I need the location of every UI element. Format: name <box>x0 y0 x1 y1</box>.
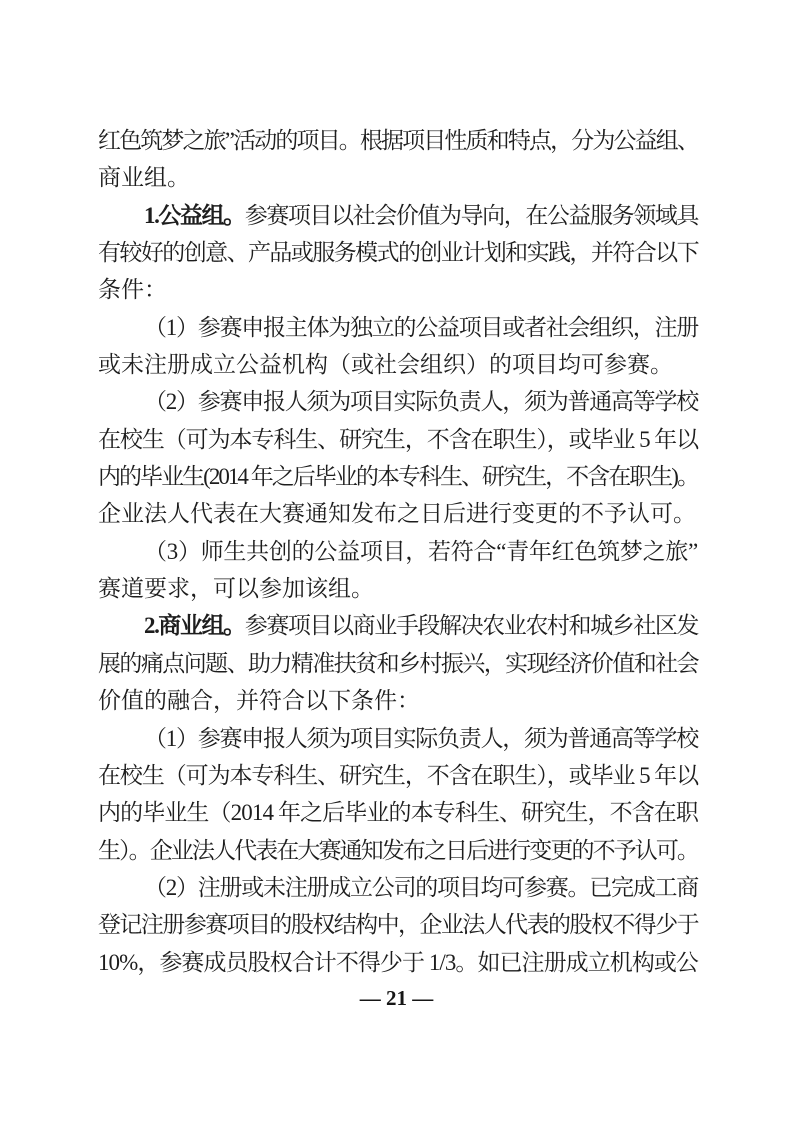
text-run: （1）参赛申报人须为项目实际负责人，须为普通高等学校 <box>144 725 698 751</box>
text-run: 商业组。 <box>98 165 190 191</box>
text-line-content <box>98 757 698 794</box>
text-line <box>98 794 698 831</box>
text-line <box>98 271 698 308</box>
text-line <box>98 607 698 644</box>
text-line <box>98 495 698 532</box>
text-run: 展的痛点问题、助力精准扶贫和乡村振兴，实现经济价值和社会 <box>98 650 699 676</box>
text-run: 在校生（可为本专科生、研究生，不含在职生），或毕业 5 年以 <box>98 426 699 452</box>
text-line-content <box>98 346 673 383</box>
text-line <box>98 757 698 794</box>
text-line-content <box>98 794 698 831</box>
text-line-content <box>98 832 698 869</box>
text-run: （3）师生共创的公益项目，若符合“青年红色筑梦之旅” <box>144 538 698 564</box>
text-line-content <box>98 570 374 607</box>
text-line-content <box>98 458 698 495</box>
text-line-content <box>98 645 698 682</box>
text-line <box>98 832 698 869</box>
text-run: 在校生（可为本专科生、研究生，不含在职生），或毕业 5 年以 <box>98 762 699 788</box>
text-line-content <box>144 720 698 757</box>
text-line <box>98 197 698 234</box>
text-run: 内的毕业生（2014 年之后毕业的本专科生、研究生，不含在职 <box>98 800 699 826</box>
text-run: 有较好的创意、产品或服务模式的创业计划和实践，并符合以下 <box>98 240 699 266</box>
text-line <box>98 570 698 607</box>
text-line-content <box>98 906 698 943</box>
text-run: （2）注册或未注册成立公司的项目均可参赛。已完成工商 <box>144 874 698 900</box>
text-line <box>98 159 698 196</box>
text-line <box>98 458 698 495</box>
text-run: （2）参赛申报人须为项目实际负责人，须为普通高等学校 <box>144 389 698 415</box>
text-run: 或未注册成立公益机构（或社会组织）的项目均可参赛。 <box>98 352 673 378</box>
text-line-content <box>144 869 698 906</box>
text-run: 条件： <box>98 277 167 303</box>
text-line <box>98 682 698 719</box>
text-line <box>98 122 698 159</box>
text-run: 红色筑梦之旅”活动的项目。根据项目性质和特点，分为公益组、 <box>98 128 698 153</box>
page-number: — 21 — <box>359 986 434 1010</box>
text-line-content <box>98 234 698 271</box>
text-run: 内的毕业生(2014 年之后毕业的本专科生、研究生，不含在职生)。 <box>98 464 698 490</box>
text-line-content <box>98 421 698 458</box>
text-run: 价值的融合，并符合以下条件： <box>98 688 420 714</box>
text-run: 企业法人代表在大赛通知发布之日后进行变更的不予认可。 <box>98 501 696 527</box>
text-line <box>98 645 698 682</box>
text-run: 登记注册参赛项目的股权结构中，企业法人代表的股权不得少于 <box>98 912 699 938</box>
text-line-content <box>144 533 698 570</box>
text-line <box>98 720 698 757</box>
text-line <box>98 383 698 420</box>
section-heading: 1.公益组。 <box>144 202 245 228</box>
text-run: 生）。企业法人代表在大赛通知发布之日后进行变更的不予认可。 <box>98 837 699 863</box>
text-line <box>98 906 698 943</box>
document-body <box>98 122 698 981</box>
text-line-content <box>98 122 698 159</box>
text-line-content <box>144 607 698 644</box>
text-line <box>98 346 698 383</box>
text-line <box>98 234 698 271</box>
text-run: 赛道要求，可以参加该组。 <box>98 576 374 602</box>
text-line-content <box>98 944 698 981</box>
text-run: （1）参赛申报主体为独立的公益项目或者社会组织，注册 <box>144 314 698 340</box>
text-line-content <box>98 495 696 532</box>
text-line-content <box>144 197 698 234</box>
text-line-content <box>98 159 190 196</box>
text-run: 参赛项目以商业手段解决农业农村和城乡社区发 <box>244 613 699 639</box>
text-line-content <box>98 682 420 719</box>
text-run: 参赛项目以社会价值为导向，在公益服务领域具 <box>244 202 699 228</box>
text-run: 10%，参赛成员股权合计不得少于 1/3。如已注册成立机构或公 <box>98 949 698 975</box>
text-line <box>98 533 698 570</box>
text-line-content <box>144 383 698 420</box>
text-line <box>98 869 698 906</box>
text-line <box>98 421 698 458</box>
text-line <box>98 309 698 346</box>
text-line-content <box>98 271 167 308</box>
text-line-content <box>144 309 698 346</box>
section-heading: 2.商业组。 <box>144 613 245 639</box>
text-line <box>98 944 698 981</box>
